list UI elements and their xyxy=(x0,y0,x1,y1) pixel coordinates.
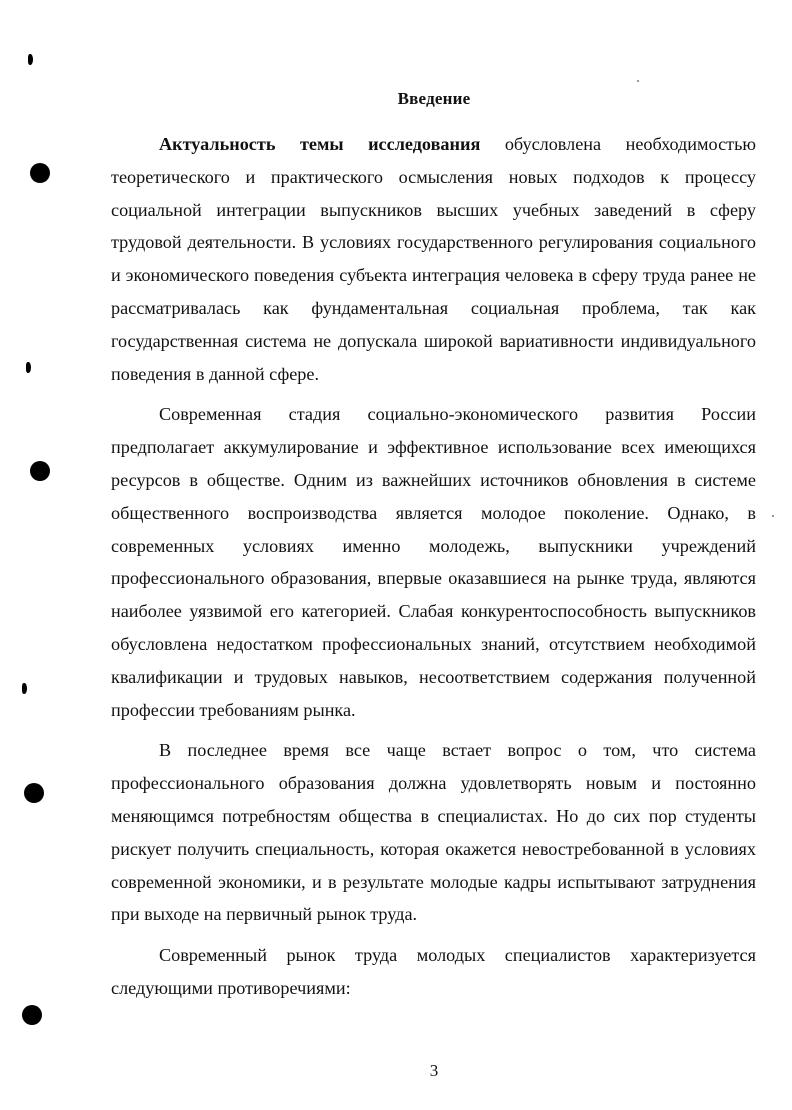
page-number: 3 xyxy=(429,1061,439,1080)
scan-speck xyxy=(637,80,639,82)
section-title: Введение xyxy=(397,89,471,108)
paragraph-lead: Актуальность темы исследования xyxy=(159,134,481,154)
paragraph-text: Современный рынок труда молодых специалистов характеризуется следующими противоречиями: xyxy=(111,945,756,998)
body-text xyxy=(111,128,756,1005)
paragraph xyxy=(111,128,756,390)
binding-hole-mark xyxy=(30,461,50,481)
paragraph xyxy=(111,939,756,1005)
paragraph xyxy=(111,734,756,931)
binding-tick-mark xyxy=(22,683,27,694)
scan-speck xyxy=(772,515,774,517)
paragraph-text: обусловлена необходимостью теоретического и практического осмысления новых подходов к процессу социальной интеграции выпускников высших учебных заведений в сферу трудовой деятельности. В условиях государственного регулирования социального и экономического поведения субъекта интеграция человека в сферу труда ранее не рассматривалась как фундаментальная социальная проблема, так как государственная система не допускала широкой вариативности индивидуального поведения в данной сфере. xyxy=(111,134,757,384)
binding-tick-mark xyxy=(26,362,31,373)
paragraph-text: Современная стадия социально-экономического развития России предполагает аккумулирование и эффективное использование всех имеющихся ресурсов в обществе. Одним из важнейших источников обновления в системе общественного воспроизводства является молодое поколение. Однако, в современных условиях именно молодежь, выпускники учреждений профессионального образования, впервые оказавшиеся на рынке труда, являются наиболее уязвимой его категорией. Слабая конкурентоспособность выпускников обусловлена недостатком профессиональных знаний, отсутствием необходимой квалификации и трудовых навыков, несоответствием содержания полученной профессии требованиям рынка. xyxy=(111,404,756,720)
binding-tick-mark xyxy=(28,54,33,65)
binding-hole-mark xyxy=(30,163,50,183)
paragraph xyxy=(111,398,756,726)
paragraph-text: В последнее время все чаще встает вопрос о том, что система профессионального образования должна удовлетворять новым и постоянно меняющимся потребностям общества в специалистах. Но до сих пор студенты рискует получить специальность, которая окажется невостребованной в условиях современной экономики, и в результате молодые кадры испытывают затруднения при выходе на первичный рынок труда. xyxy=(111,740,756,925)
binding-hole-mark xyxy=(22,1005,42,1025)
binding-hole-mark xyxy=(24,783,44,803)
